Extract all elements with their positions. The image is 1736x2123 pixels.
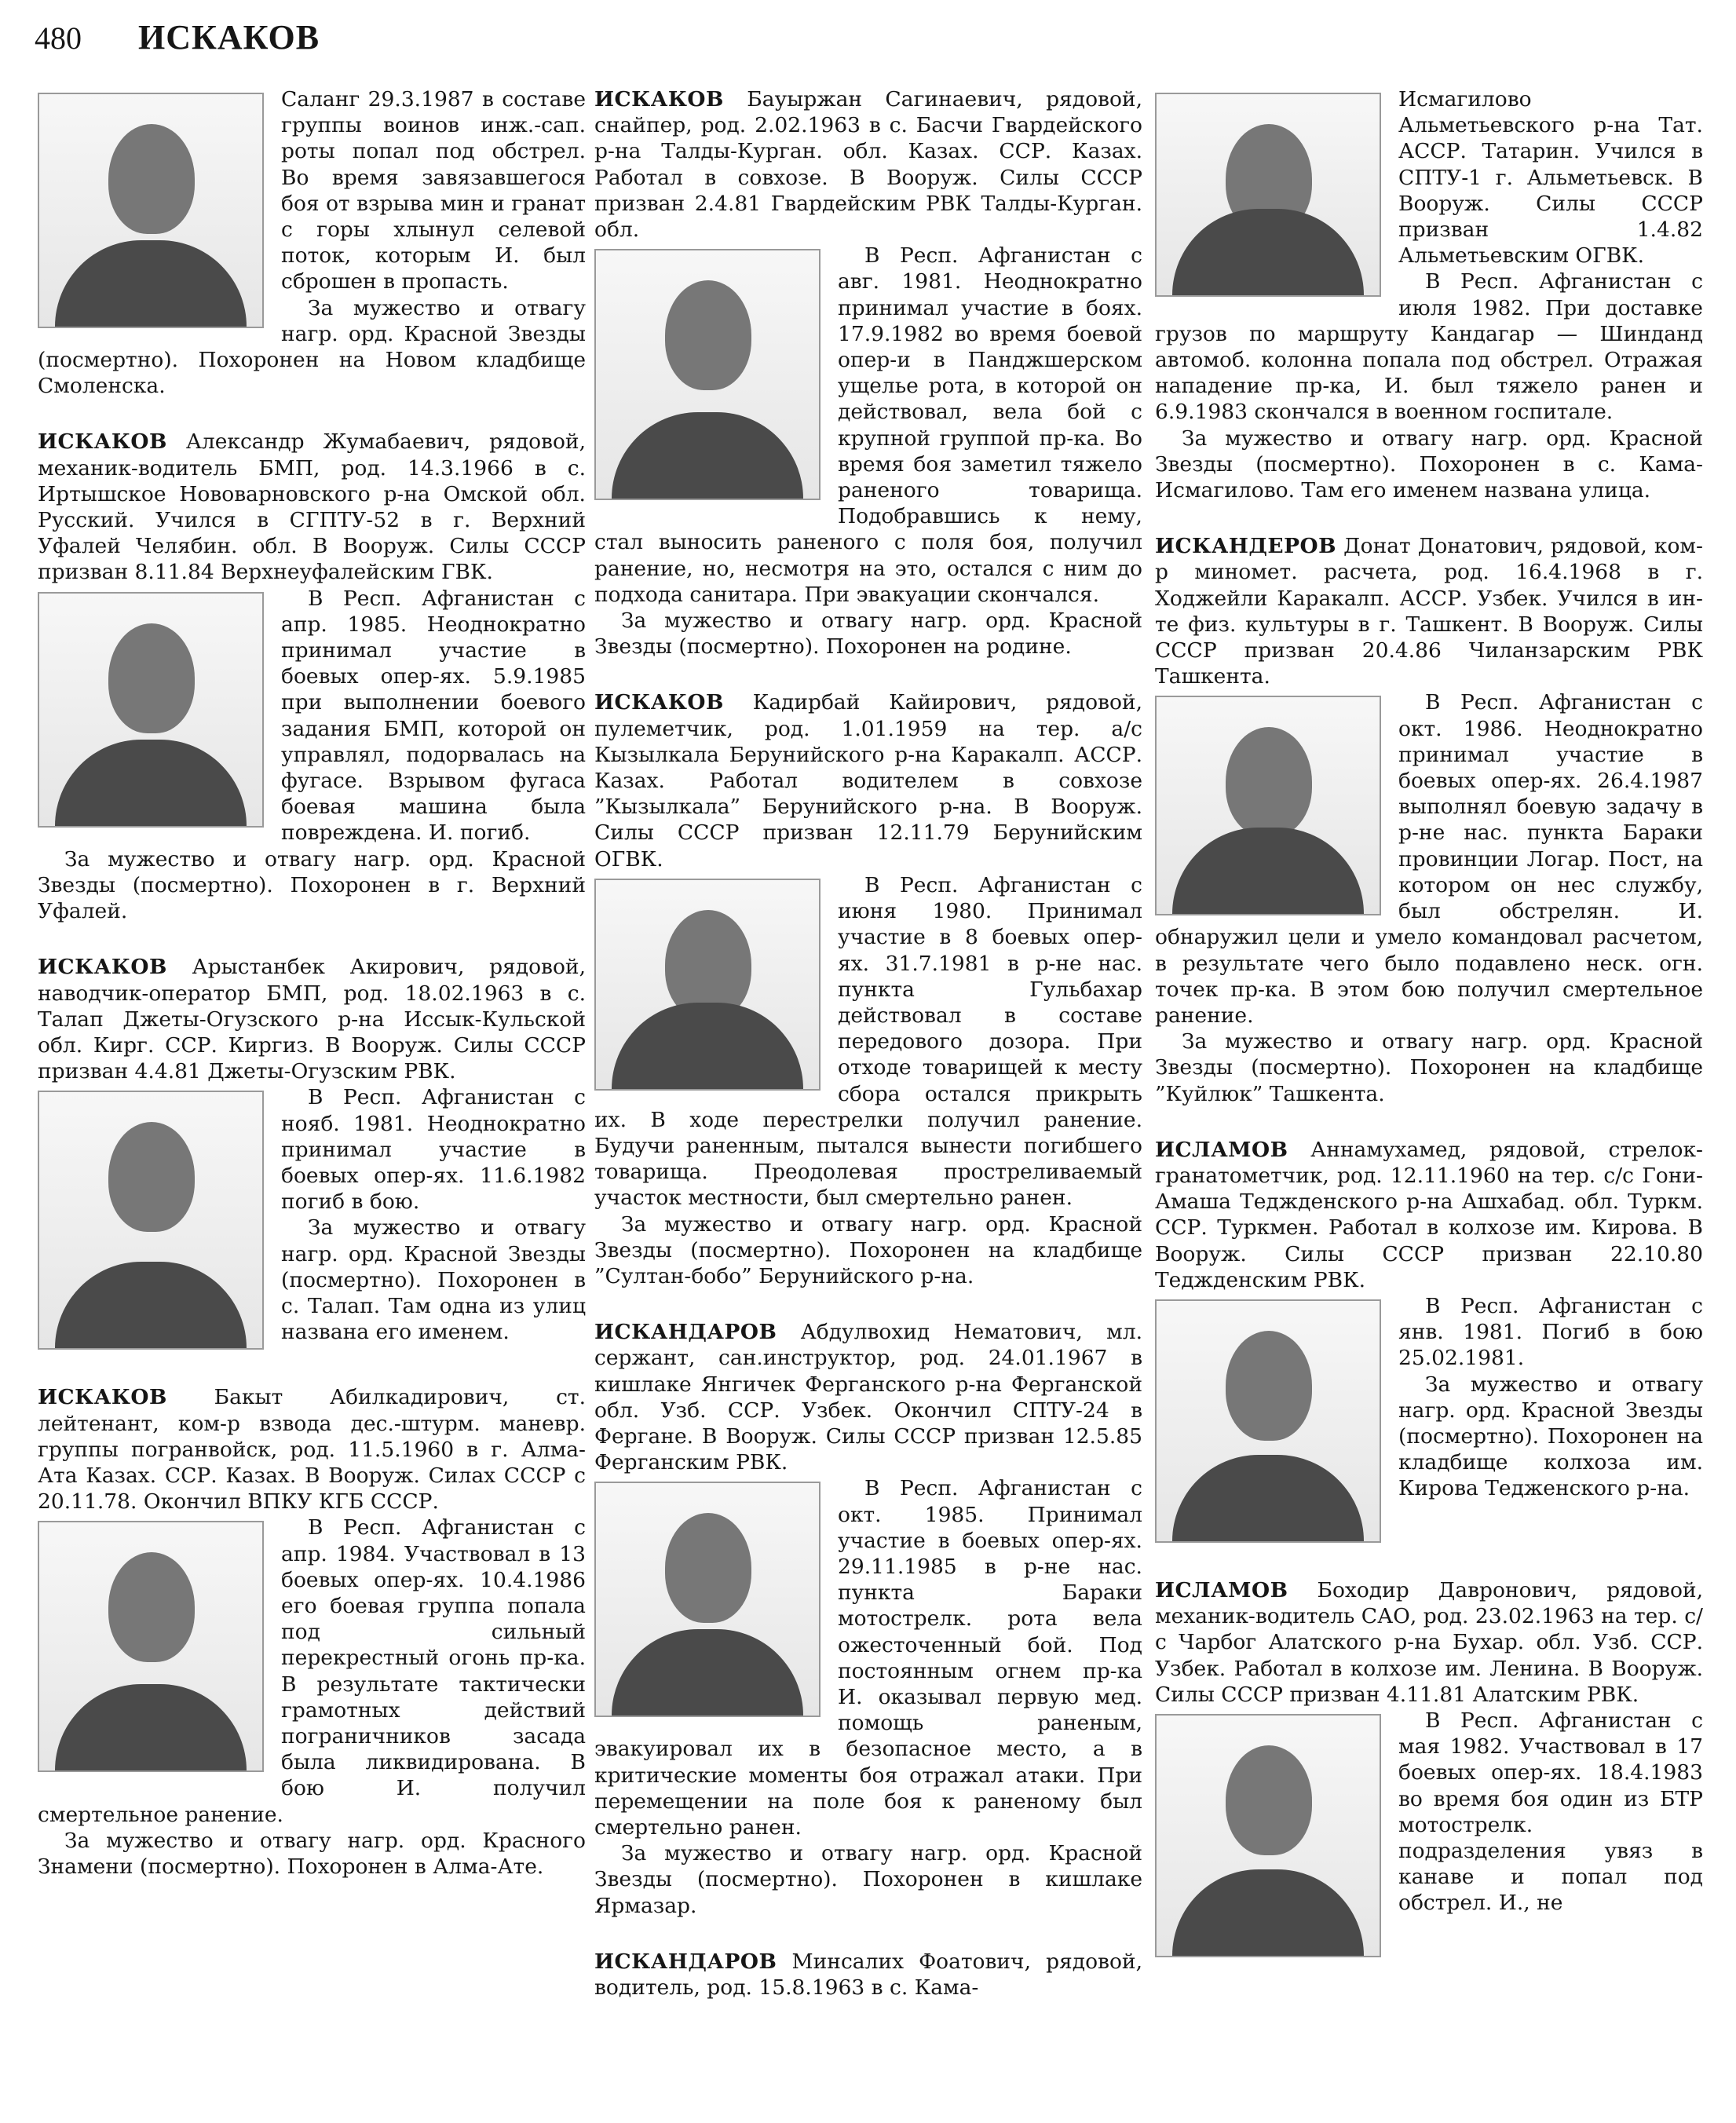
entry <box>594 1949 1142 2001</box>
entry-surname: ИСКАНДЕРОВ <box>1155 534 1337 559</box>
entry-paragraph: В Респ. Афганистан с июля 1982. При доставке грузов по маршруту Кандагар — Шинданд автомоб. колонна попала под обстрел. Отражая нападение пр-ка, И. был тяжело ранен и 6.9.1983 скончался в военном госпитале. <box>1155 269 1703 425</box>
entry-surname: ИСЛАМОВ <box>1155 1577 1288 1602</box>
portrait-photo <box>38 1521 264 1772</box>
column-3 <box>1155 86 1703 1992</box>
entry-surname: ИСКАКОВ <box>38 1385 167 1410</box>
entry-paragraph: В Респ. Афганистан с апр. 1984. Участвовал в 13 боевых опер-ях. 10.4.1986 его боевая группа попала под сильный перекрестный огонь пр-ка. В результате тактически грамотных действий пограничников засада была ликвидирована. В бою И. получил смертельное ранение. <box>38 1515 586 1827</box>
portrait-photo <box>594 1482 820 1717</box>
column-2 <box>594 86 1142 2030</box>
entry-continued <box>1155 86 1703 503</box>
entry <box>1155 1137 1703 1547</box>
entry <box>594 689 1142 1289</box>
running-head: ИСКАКОВ <box>138 18 320 57</box>
entry-lead: Исмагилово Альметьевского р-на Тат. АССР. Татарин. Учился в СПТУ-1 г. Альметьевск. В Вооруж. Силы СССР призван 1.4.82 Альметьевским ОГВК. <box>1398 87 1703 269</box>
entry-lead: Абдулвохид Нематович, мл. сержант, сан.инструктор, род. 24.01.1967 в кишлаке Янгичек Ферганского р-на Ферганской обл. Узб. ССР. Узбек. Окончил СПТУ-24 в Фергане. В Вооруж. Силы СССР призван 12.5.85 Ферганским РВК. <box>594 1320 1142 1475</box>
entry-paragraph: В Респ. Афганистан с окт. 1986. Неоднократно принимал участие в боевых опер-ях. 26.4.1987 выполнял боевую задачу в р-не нас. пункта Бараки провинции Логар. Пост, на котором он нес службу, был обстрелян. И. обнаружил цели и умело командовал расчетом, в результате чего было подавлено неск. огн. точек пр-ка. В этом бою получил смертельное ранение. <box>1155 690 1703 1028</box>
entry <box>594 1319 1142 1919</box>
entry <box>594 86 1142 660</box>
entry-paragraph: За мужество и отвагу нагр. орд. Красной Звезды (посмертно). Похоронен на кладбище колхоза им. Кирова Тедженского р-на. <box>1398 1372 1703 1501</box>
portrait-photo <box>1155 696 1381 915</box>
column-1 <box>38 86 586 1909</box>
entry-paragraph: В Респ. Афганистан с апр. 1985. Неоднократно принимал участие в боевых опер-ях. 5.9.1985 при выполнении боевого задания БМП, которой он управлял, подорвалась на фугасе. Взрывом фугаса боевая машина была повреждена. И. погиб. <box>281 586 586 846</box>
entry-lead: Минсалих Фоатович, рядовой, водитель, род. 15.8.1963 в с. Кама- <box>594 1949 1142 2001</box>
entry-surname: ИСКАНДАРОВ <box>594 1320 777 1345</box>
entry-lead: Александр Жумабаевич, рядовой, механик-водитель БМП, род. 14.3.1966 в с. Иртышское Нововарновского р-на Омской обл. Русский. Учился в СГПТУ-52 в г. Верхний Уфалей Челябин. обл. В Вооруж. Силы СССР призван 8.11.84 Верхнеуфалейским ГВК. <box>38 429 586 585</box>
entry-surname: ИСКАКОВ <box>38 429 167 455</box>
entry-paragraph: В Респ. Афганистан с окт. 1985. Принимал участие в боевых опер-ях. 29.11.1985 в р-не нас. пункта Бараки мотострелк. рота вела ожесточенный бой. Под постоянным огнем пр-ка И. оказывал первую мед. помощь раненым, эвакуировал их в безопасное место, а в критические моменты боя отражал атаки. При перемещении на поле боя к раненому был смертельно ранен. <box>594 1476 1142 1840</box>
entry-paragraph: За мужество и отвагу нагр. орд. Красной Звезды (посмертно). Похоронен на родине. <box>594 608 1142 660</box>
entry-paragraph: За мужество и отвагу нагр. орд. Красной Звезды (посмертно). Похоронен в с. Кама-Исмагилово. Там его именем названа улица. <box>1155 426 1703 503</box>
entry-lead: Саланг 29.3.1987 в составе группы воинов инж.-сап. роты попал под обстрел. Во время завязавшегося боя от взрыва мин и гранат с горы хлынул селевой поток, которым И. был сброшен в пропасть. <box>281 87 586 294</box>
entry-surname: ИСКАКОВ <box>594 87 724 111</box>
entry-paragraph: В Респ. Афганистан с авг. 1981. Неоднократно принимал участие в боях. 17.9.1982 во время боевой опер-и в Панджшерском ущелье рота, в которой он действовал, вела бой с крупной группой пр-ка. Во время боя заметил тяжело раненого товарища. Подобравшись к нему, стал выносить раненого с поля боя, получил ранение, но, несмотря на это, остался с ним до подхода санитара. При эвакуации скончался. <box>594 243 1142 607</box>
entry <box>38 954 586 1354</box>
entry-paragraph: За мужество и отвагу нагр. орд. Красной Звезды (посмертно). Похоронен на Новом кладбище Смоленска. <box>38 295 586 399</box>
portrait-photo <box>594 879 820 1091</box>
entry-paragraph: В Респ. Афганистан с янв. 1981. Погиб в бою 25.02.1981. <box>1398 1293 1703 1371</box>
entry-paragraph: За мужество и отвагу нагр. орд. Красной Звезды (посмертно). Похоронен в кишлаке Ярмазар. <box>594 1841 1142 1918</box>
entry-paragraph: В Респ. Афганистан с мая 1982. Участвовал в 17 боевых опер-ях. 18.4.1983 во время боя один из БТР мотострелк. подразделения увяз в канаве и попал под обстрел. И., не <box>1398 1708 1703 1916</box>
entry-lead: Аннамухамед, рядовой, стрелок-гранатометчик, род. 12.11.1960 на тер. с/с Гони-Амаша Теджденского р-на Ашхабад. обл. Туркм. ССР. Туркмен. Работал в колхозе им. Кирова. В Вооруж. Силы СССР призван 22.10.80 Теджденским РВК. <box>1155 1137 1703 1292</box>
portrait-photo <box>594 249 820 500</box>
entry-paragraph: За мужество и отвагу нагр. орд. Красного Знамени (посмертно). Похоронен в Алма-Ате. <box>38 1828 586 1879</box>
entry <box>1155 533 1703 1106</box>
entry-surname: ИСКАКОВ <box>594 690 724 715</box>
portrait-photo <box>38 1091 264 1350</box>
portrait-photo <box>38 93 264 328</box>
entry-paragraph: В Респ. Афганистан с нояб. 1981. Неоднократно принимал участие в боевых опер-ях. 11.6.1982 погиб в бою. <box>281 1085 586 1215</box>
entry <box>1155 1577 1703 1962</box>
entry-lead: Арыстанбек Акирович, рядовой, наводчик-оператор БМП, род. 18.02.1963 в с. Талап Джеты-Огузского р-на Иссык-Кульской обл. Кирг. ССР. Киргиз. В Вооруж. Силы СССР призван 4.4.81 Джеты-Огузским РВК. <box>38 955 586 1084</box>
portrait-photo <box>1155 1714 1381 1957</box>
portrait-photo <box>1155 93 1381 297</box>
portrait-photo <box>1155 1299 1381 1543</box>
entry-surname: ИСКАНДАРОВ <box>594 1949 777 1974</box>
entry-paragraph: В Респ. Афганистан с июня 1980. Принимал участие в 8 боевых опер-ях. 31.7.1981 в р-не нас. пункта Гульбахар действовал в составе передового дозора. При отходе товарищей к месту сбора остался прикрыть их. В ходе перестрелки получил ранение. Будучи раненным, пытался вынести погибшего товарища. Преодолевая простреливаемый участок местности, был смертельно ранен. <box>594 872 1142 1211</box>
entry <box>38 1384 586 1880</box>
entry-lead: Бауыржан Сагинаевич, рядовой, снайпер, род. 2.02.1963 в с. Басчи Гвардейского р-на Талды-Курган. обл. Казах. ССР. Казах. Работал в совхозе. В Вооруж. Силы СССР призван 2.4.81 Гвардейским РВК Талды-Курган. обл. <box>594 87 1142 243</box>
entry <box>38 429 586 924</box>
entry-paragraph: За мужество и отвагу нагр. орд. Красной Звезды (посмертно). Похоронен в г. Верхний Уфалей. <box>38 846 586 924</box>
entry-paragraph: За мужество и отвагу нагр. орд. Красной Звезды (посмертно). Похоронен на кладбище ”Султан-бобо” Берунийского р-на. <box>594 1211 1142 1288</box>
entry-lead: Донат Донатович, рядовой, ком-р миномет. расчета, род. 16.4.1968 в г. Ходжейли Каракалп. АССР. Узбек. Учился в ин-те физ. культуры в г. Ташкент. В Вооруж. Силы СССР призван 20.4.86 Чиланзарским РВК Ташкента. <box>1155 534 1703 689</box>
entry-paragraph: За мужество и отвагу нагр. орд. Красной Звезды (посмертно). Похоронен в с. Талап. Там одна из улиц названа его именем. <box>281 1215 586 1345</box>
page-header <box>35 17 320 64</box>
entry-lead: Бакыт Абилкадирович, ст. лейтенант, ком-р взвода дес.-штурм. маневр. группы погранвойск, род. 11.5.1960 в г. Алма-Ата Казах. ССР. Казах. В Вооруж. Силах СССР с 20.11.78. Окончил ВПКУ КГБ СССР. <box>38 1385 586 1515</box>
entry-lead: Боходир Давронович, рядовой, механик-водитель САО, род. 23.02.1963 на тер. с/с Чарбог Алатского р-на Бухар. обл. Узб. ССР. Узбек. Работал в колхозе им. Ленина. В Вооруж. Силы СССР призван 4.11.81 Алатским РВК. <box>1155 1577 1703 1707</box>
entry-surname: ИСЛАМОВ <box>1155 1137 1288 1162</box>
entry-lead: Кадирбай Кайирович, рядовой, пулеметчик, род. 1.01.1959 на тер. а/с Кызылкала Берунийского р-на Каракалп. АССР. Казах. Работал водителем в совхозе ”Кызылкала” Берунийского р-на. В Вооруж. Силы СССР призван 12.11.79 Берунийским ОГВК. <box>594 690 1142 871</box>
entry-paragraph: За мужество и отвагу нагр. орд. Красной Звезды (посмертно). Похоронен на кладбище ”Куйлюк” Ташкента. <box>1155 1029 1703 1106</box>
entry-surname: ИСКАКОВ <box>38 955 167 980</box>
portrait-photo <box>38 592 264 828</box>
entry-continued <box>38 86 586 399</box>
page-number: 480 <box>35 20 82 56</box>
